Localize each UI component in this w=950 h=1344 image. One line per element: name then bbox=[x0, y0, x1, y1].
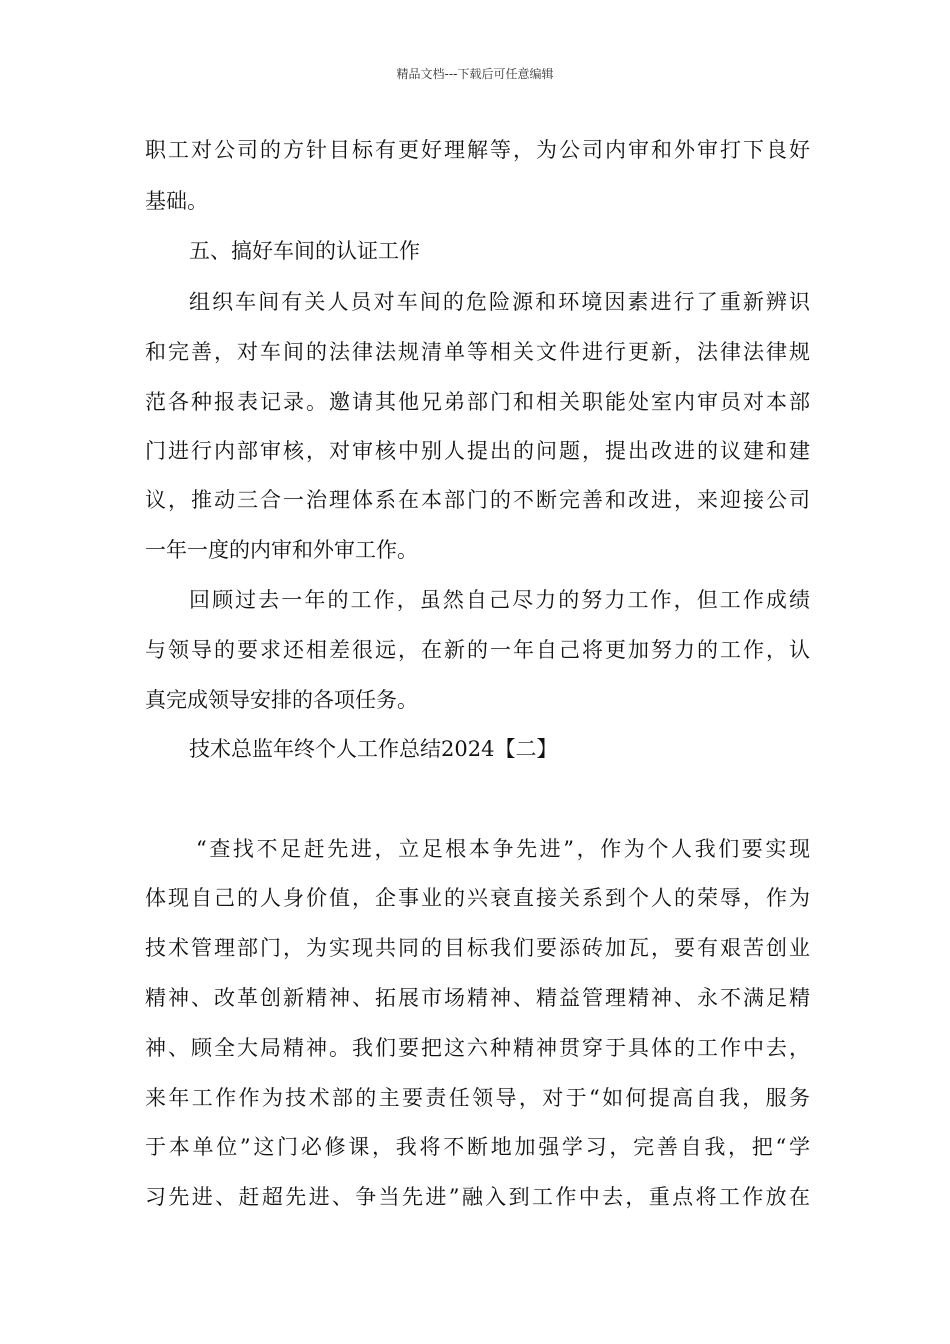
body-line: 体现自己的人身价值，企事业的兴衰直接关系到个人的荣辱，作为 bbox=[145, 886, 810, 910]
body-line: 回顾过去一年的工作，虽然自己尽力的努力工作，但工作成绩 bbox=[189, 588, 810, 612]
body-line: 门进行内部审核，对审核中别人提出的问题，提出改进的议建和建 bbox=[145, 439, 810, 463]
body-line: 真完成领导安排的各项任务。 bbox=[145, 688, 418, 712]
section-heading: 五、搞好车间的认证工作 bbox=[189, 239, 420, 263]
body-line: 精神、改革创新精神、拓展市场精神、精益管理精神、永不满足精 bbox=[145, 986, 810, 1010]
body-line: 组织车间有关人员对车间的危险源和环境因素进行了重新辨识 bbox=[189, 290, 810, 314]
body-line: 与领导的要求还相差很远，在新的一年自己将更加努力的工作，认 bbox=[145, 638, 810, 662]
body-line: 习先进、赶超先进、争当先进”融入到工作中去，重点将工作放在 bbox=[145, 1185, 810, 1209]
body-line: 于本单位”这门必修课，我将不断地加强学习，完善自我，把“学 bbox=[145, 1135, 810, 1159]
body-line: 神、顾全大局精神。我们要把这六种精神贯穿于具体的工作中去， bbox=[145, 1036, 810, 1060]
body-line: 议，推动三合一治理体系在本部门的不断完善和改进，来迎接公司 bbox=[145, 488, 810, 512]
body-line: 职工对公司的方针目标有更好理解等，为公司内审和外审打下良好 bbox=[145, 138, 810, 162]
body-line: 来年工作作为技术部的主要责任领导，对于“如何提高自我，服务 bbox=[145, 1086, 810, 1110]
body-line: 基础。 bbox=[145, 189, 208, 213]
section-title: 技术总监年终个人工作总结2024【二】 bbox=[189, 737, 558, 761]
page-header: 精品文档---下载后可任意编辑 bbox=[396, 67, 554, 81]
body-line: 一年一度的内审和外审工作。 bbox=[145, 538, 418, 562]
body-line: 范各种报表记录。邀请其他兄弟部门和相关职能处室内审员对本部 bbox=[145, 390, 810, 414]
body-line: 和完善，对车间的法律法规清单等相关文件进行更新，法律法律规 bbox=[145, 340, 810, 364]
body-line: “查找不足赶先进，立足根本争先进”，作为个人我们要实现 bbox=[196, 837, 810, 861]
body-line: 技术管理部门，为实现共同的目标我们要添砖加瓦，要有艰苦创业 bbox=[145, 936, 810, 960]
